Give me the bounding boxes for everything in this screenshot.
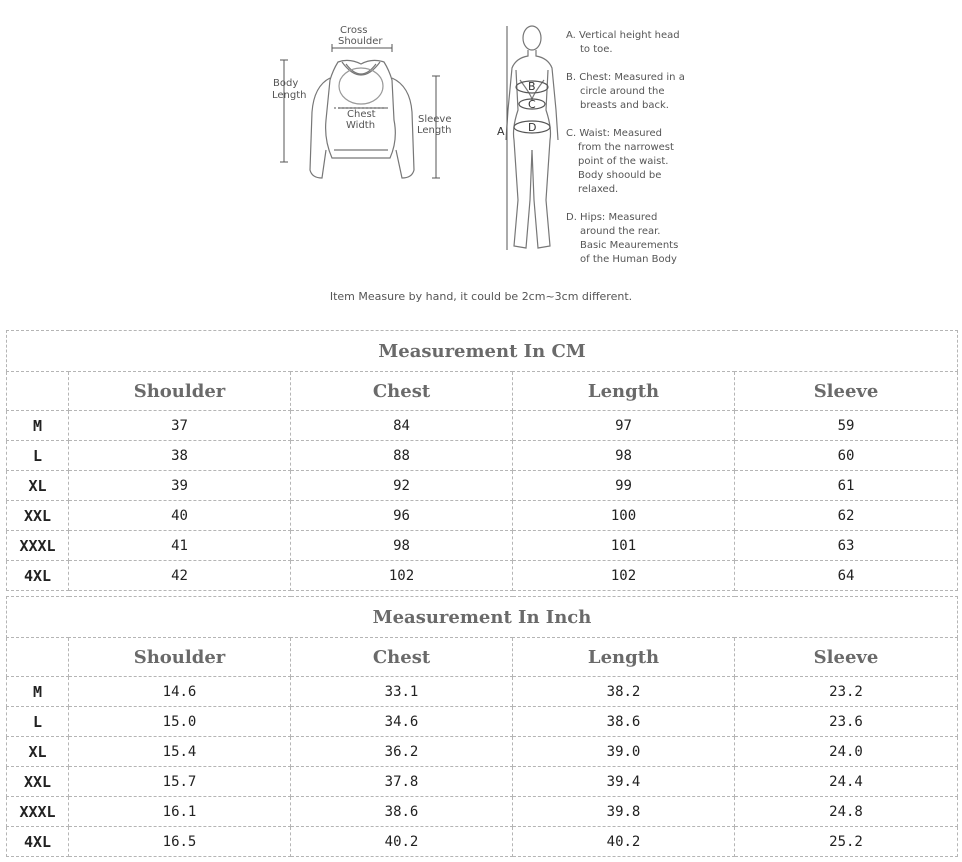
size-table-cm: [6, 330, 958, 591]
note-a-line-2: to toe.: [580, 44, 613, 55]
table-row: [7, 707, 958, 737]
note-d-line-1: D. Hips: Measured: [566, 212, 658, 223]
note-d-line-4: of the Human Body: [580, 254, 677, 265]
label-sleeve-length-2: Length: [417, 125, 452, 136]
note-c-line-5: relaxed.: [578, 184, 619, 195]
value-cell: 37: [69, 411, 291, 441]
value-cell: 64: [735, 561, 958, 591]
label-cross-shoulder-2: Shoulder: [338, 36, 383, 47]
measure-footnote: Item Measure by hand, it could be 2cm~3cm different.: [329, 290, 633, 303]
value-cell: 15.4: [69, 737, 291, 767]
table-row: [7, 561, 958, 591]
value-cell: 38: [69, 441, 291, 471]
column-header-sleeve: Sleeve: [735, 372, 958, 411]
value-cell: 24.8: [735, 797, 958, 827]
value-cell: 102: [513, 561, 735, 591]
table-row: [7, 827, 958, 857]
value-cell: 38.6: [291, 797, 513, 827]
value-cell: 59: [735, 411, 958, 441]
value-cell: 15.0: [69, 707, 291, 737]
size-cell: L: [7, 441, 69, 471]
table-title: Measurement In Inch: [7, 597, 958, 638]
column-header-chest: Chest: [291, 638, 513, 677]
value-cell: 38.6: [513, 707, 735, 737]
label-chest-width-1: Chest: [347, 109, 376, 120]
size-cell: XXL: [7, 767, 69, 797]
size-cell: XXXL: [7, 797, 69, 827]
value-cell: 15.7: [69, 767, 291, 797]
note-b-line-3: breasts and back.: [580, 100, 669, 111]
column-header: [7, 638, 69, 677]
value-cell: 92: [291, 471, 513, 501]
value-cell: 88: [291, 441, 513, 471]
label-sleeve-length-1: Sleeve: [418, 114, 452, 125]
value-cell: 96: [291, 501, 513, 531]
column-header-shoulder: Shoulder: [69, 638, 291, 677]
table-row: [7, 411, 958, 441]
value-cell: 99: [513, 471, 735, 501]
note-c-line-4: Body shoould be: [578, 170, 662, 181]
size-cell: L: [7, 707, 69, 737]
size-cell: M: [7, 411, 69, 441]
column-header: [7, 372, 69, 411]
size-cell: XXXL: [7, 531, 69, 561]
note-b-line-2: circle around the: [580, 86, 665, 97]
note-a-line-1: A. Vertical height head: [566, 30, 680, 41]
value-cell: 97: [513, 411, 735, 441]
table-row: [7, 441, 958, 471]
value-cell: 101: [513, 531, 735, 561]
value-cell: 39.8: [513, 797, 735, 827]
size-cell: XL: [7, 737, 69, 767]
column-header-chest: Chest: [291, 372, 513, 411]
table-row: [7, 501, 958, 531]
table-row: [7, 531, 958, 561]
note-d-line-2: around the rear.: [580, 226, 661, 237]
value-cell: 24.4: [735, 767, 958, 797]
marker-b: B: [528, 80, 536, 93]
measurement-diagram: [0, 0, 962, 320]
size-cell: XXL: [7, 501, 69, 531]
value-cell: 100: [513, 501, 735, 531]
value-cell: 39: [69, 471, 291, 501]
table-title: Measurement In CM: [7, 331, 958, 372]
marker-c: C: [528, 98, 536, 111]
label-cross-shoulder-1: Cross: [340, 25, 368, 36]
value-cell: 98: [513, 441, 735, 471]
column-header-length: Length: [513, 638, 735, 677]
note-d-line-3: Basic Meaurements: [580, 240, 679, 251]
value-cell: 23.6: [735, 707, 958, 737]
value-cell: 41: [69, 531, 291, 561]
column-header-length: Length: [513, 372, 735, 411]
value-cell: 62: [735, 501, 958, 531]
value-cell: 38.2: [513, 677, 735, 707]
value-cell: 33.1: [291, 677, 513, 707]
value-cell: 25.2: [735, 827, 958, 857]
table-row: [7, 471, 958, 501]
value-cell: 63: [735, 531, 958, 561]
size-cell: 4XL: [7, 561, 69, 591]
label-chest-width-2: Width: [346, 120, 376, 131]
marker-a: A: [497, 125, 505, 138]
value-cell: 40.2: [513, 827, 735, 857]
size-cell: XL: [7, 471, 69, 501]
value-cell: 34.6: [291, 707, 513, 737]
value-cell: 42: [69, 561, 291, 591]
value-cell: 40.2: [291, 827, 513, 857]
label-body-length-1: Body: [273, 78, 299, 89]
value-cell: 60: [735, 441, 958, 471]
value-cell: 36.2: [291, 737, 513, 767]
marker-d: D: [528, 121, 537, 134]
value-cell: 102: [291, 561, 513, 591]
table-row: [7, 767, 958, 797]
value-cell: 98: [291, 531, 513, 561]
value-cell: 84: [291, 411, 513, 441]
body-figure-illustration: [506, 26, 558, 248]
size-table-inch: [6, 596, 958, 857]
note-b-line-1: B. Chest: Measured in a: [566, 72, 685, 83]
value-cell: 61: [735, 471, 958, 501]
size-cell: M: [7, 677, 69, 707]
value-cell: 14.6: [69, 677, 291, 707]
label-body-length-2: Length: [272, 90, 307, 101]
value-cell: 39.0: [513, 737, 735, 767]
value-cell: 16.5: [69, 827, 291, 857]
note-c-line-2: from the narrowest: [578, 142, 674, 153]
table-row: [7, 677, 958, 707]
note-c-line-3: point of the waist.: [578, 156, 669, 167]
size-cell: 4XL: [7, 827, 69, 857]
value-cell: 39.4: [513, 767, 735, 797]
table-row: [7, 737, 958, 767]
note-c-line-1: C. Waist: Measured: [566, 128, 663, 139]
table-row: [7, 797, 958, 827]
value-cell: 23.2: [735, 677, 958, 707]
column-header-shoulder: Shoulder: [69, 372, 291, 411]
value-cell: 37.8: [291, 767, 513, 797]
column-header-sleeve: Sleeve: [735, 638, 958, 677]
value-cell: 40: [69, 501, 291, 531]
value-cell: 24.0: [735, 737, 958, 767]
value-cell: 16.1: [69, 797, 291, 827]
